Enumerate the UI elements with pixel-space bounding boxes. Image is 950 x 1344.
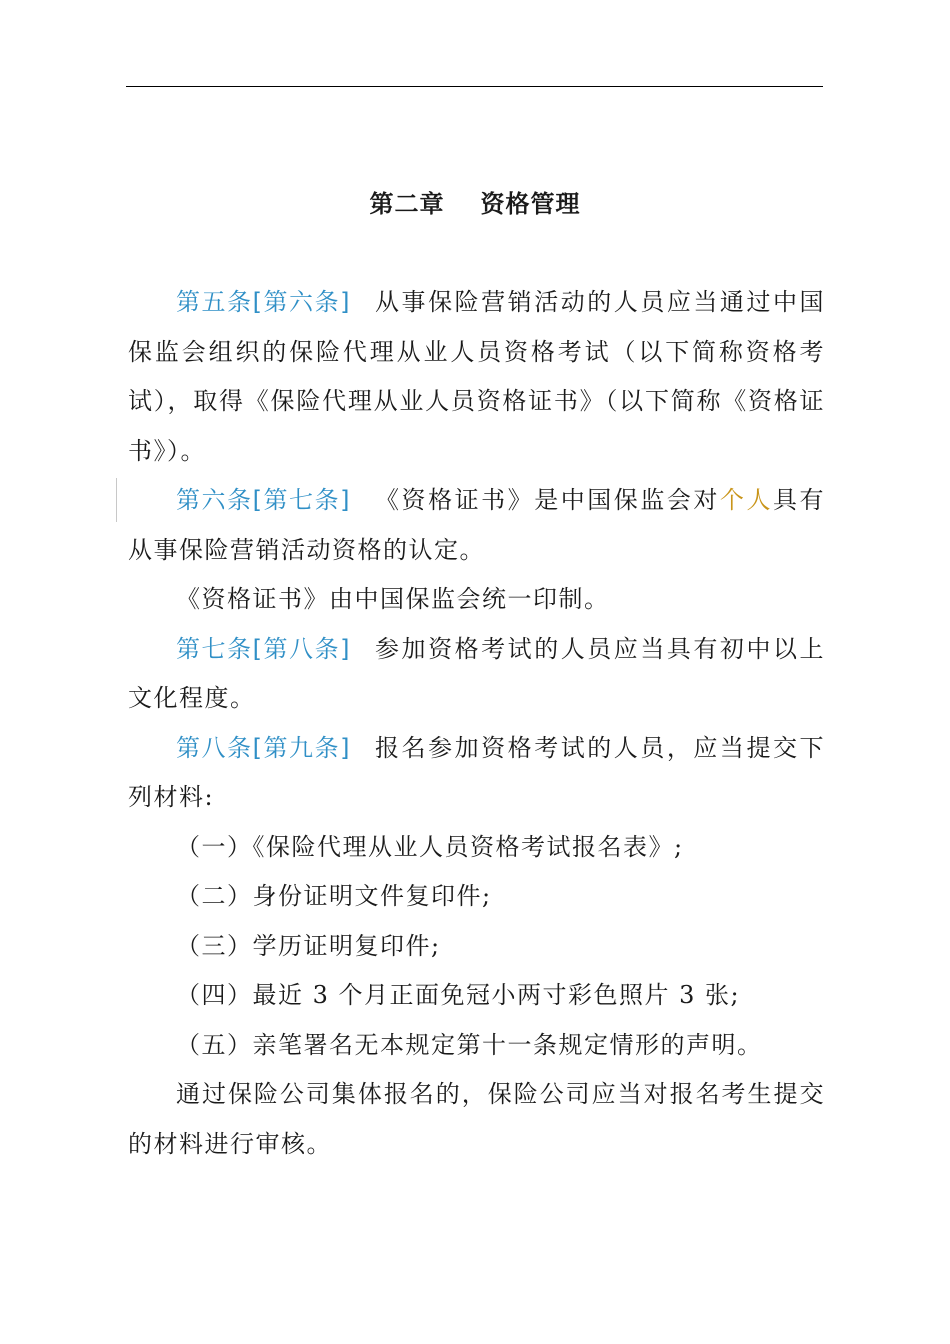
article-5 <box>128 278 825 476</box>
list-item: （四）最近 3 个月正面免冠小两寸彩色照片 3 张; <box>176 981 741 1009</box>
article-label: 第八条 <box>176 733 253 762</box>
list-item: （三）学历证明复印件; <box>176 931 441 960</box>
document-body <box>128 278 825 1169</box>
margin-marker <box>116 478 117 522</box>
article-old-label: [第六条] <box>252 288 350 316</box>
article-old-label: [第八条] <box>252 634 350 663</box>
chapter-number: 第二章 <box>369 190 445 218</box>
article-8-para-2: 通过保险公司集体报名的，保险公司应当对报名考生提交的材料进行审核。 <box>128 1080 825 1158</box>
list-item: （二）身份证明文件复印件; <box>176 882 492 910</box>
article-text-cont: 具有从事保险营销活动资格的认定。 <box>128 486 826 564</box>
header-rule <box>126 86 823 87</box>
article-label: 第五条 <box>176 288 253 316</box>
article-text: 参加资格考试的人员应当具有初中以上文化程度。 <box>128 634 826 712</box>
highlighted-term: 个人 <box>719 486 773 514</box>
article-label: 第七条 <box>176 634 253 663</box>
chapter-name: 资格管理 <box>480 190 581 218</box>
list-item: （五）亲笔署名无本规定第十一条规定情形的声明。 <box>176 1030 763 1059</box>
article-old-label: [第七条] <box>252 486 350 514</box>
article-old-label: [第九条] <box>252 733 350 762</box>
article-text: 报名参加资格考试的人员，应当提交下列材料: <box>128 733 826 811</box>
chapter-heading <box>0 184 950 219</box>
article-text: 《资格证书》是中国保监会对 <box>373 486 720 514</box>
list-item: （一）《保险代理从业人员资格考试报名表》; <box>176 832 684 861</box>
article-text: 从事保险营销活动的人员应当通过中国保监会组织的保险代理从业人员资格考试（以下简称资格考试），取得《保险代理从业人员资格证书》（以下简称《资格证书》）。 <box>128 288 826 465</box>
article-6-para-2: 《资格证书》由中国保监会统一印制。 <box>176 585 610 613</box>
article-6 <box>128 476 825 575</box>
article-label: 第六条 <box>176 486 253 514</box>
article-7 <box>128 625 825 724</box>
article-8 <box>128 724 825 823</box>
